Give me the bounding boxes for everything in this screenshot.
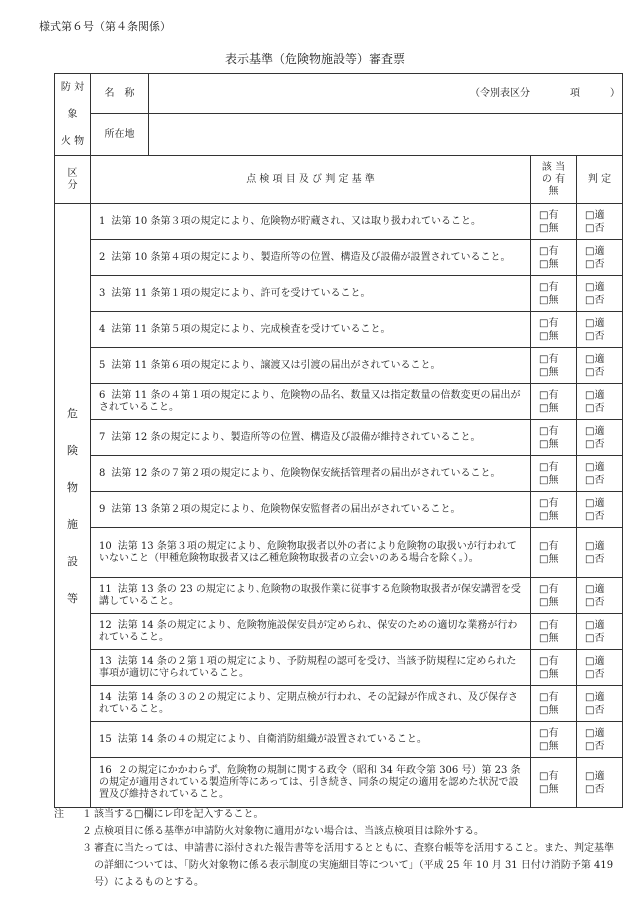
judgment-cell — [577, 204, 623, 240]
no-checkbox[interactable]: □無 — [539, 553, 559, 565]
no-checkbox[interactable]: □無 — [539, 740, 559, 752]
form-title: 表示基準（危険物施設等）審査票 — [224, 52, 405, 66]
applicable-header-line-1: 該 当 — [541, 161, 566, 173]
pass-checkbox[interactable]: □適 — [585, 317, 605, 329]
location-field[interactable] — [149, 114, 623, 156]
yes-checkbox[interactable]: □有 — [539, 583, 559, 595]
applicable-header-line-3: 無 — [548, 185, 559, 197]
name-field[interactable] — [149, 74, 623, 114]
judgment-cell — [577, 528, 623, 578]
fail-checkbox[interactable]: □否 — [585, 258, 605, 270]
fail-checkbox[interactable]: □否 — [585, 366, 605, 378]
inspection-item — [91, 456, 531, 492]
item-text: 法第 12 条の７第２項の規定により、危険物保安統括管理者の届出がされていること。 — [111, 467, 501, 479]
yes-checkbox[interactable]: □有 — [539, 691, 559, 703]
inspection-item-row — [55, 758, 623, 808]
inspection-item-row — [55, 204, 623, 240]
note-1 — [54, 806, 614, 823]
inspection-item-row — [55, 276, 623, 312]
inspection-item — [91, 348, 531, 384]
target-label-line-2: 象 — [67, 109, 78, 120]
item-number: 5 — [99, 359, 106, 371]
item-text: 法第 10 条第４項の規定により、製造所等の位置、構造及び設備が設置されていること。 — [111, 251, 511, 263]
yes-checkbox[interactable]: □有 — [539, 353, 559, 365]
item-number: 13 — [99, 655, 112, 667]
no-checkbox[interactable]: □無 — [539, 222, 559, 234]
judgment-cell — [577, 312, 623, 348]
judgment-cell — [577, 650, 623, 686]
item-text: 法第 14 条の４の規定により、自衛消防組織が設置されていること。 — [117, 733, 427, 745]
inspection-item-row — [55, 420, 623, 456]
fail-checkbox[interactable]: □否 — [585, 510, 605, 522]
applicable-cell — [531, 312, 577, 348]
fail-checkbox[interactable]: □否 — [585, 294, 605, 306]
note-3 — [54, 840, 614, 891]
applicable-cell — [531, 686, 577, 722]
inspection-item-row — [55, 686, 623, 722]
yes-checkbox[interactable]: □有 — [539, 317, 559, 329]
pass-checkbox[interactable]: □適 — [585, 619, 605, 631]
item-number: 3 — [99, 287, 106, 299]
item-text: 法第 10 条第３項の規定により、危険物が貯蔵され、又は取り扱われていること。 — [111, 215, 482, 227]
yes-checkbox[interactable]: □有 — [539, 281, 559, 293]
location-label: 所在地 — [91, 114, 149, 156]
judgment-cell — [577, 384, 623, 420]
item-text: 法第 14 条の２第１項の規定により、予防規程の認可を受け、当該予防規程に定められた事項が適切に守られていること。 — [99, 655, 517, 679]
item-text: 法第 11 条第５項の規定により、完成検査を受けていること。 — [111, 323, 391, 335]
item-text: 法第 12 条の規定により、製造所等の位置、構造及び設備が維持されていること。 — [111, 431, 481, 443]
inspection-item — [91, 276, 531, 312]
item-number: 16 — [99, 764, 112, 776]
name-label: 名 称 — [91, 74, 149, 114]
inspection-item-row — [55, 456, 623, 492]
item-number: 4 — [99, 323, 106, 335]
inspection-item — [91, 204, 531, 240]
pass-checkbox[interactable]: □適 — [585, 540, 605, 552]
item-text: 法第 11 条第６項の規定により、譲渡又は引渡の届出がされていること。 — [111, 359, 441, 371]
judgment-cell — [577, 348, 623, 384]
pass-checkbox[interactable]: □適 — [585, 655, 605, 667]
judgment-cell — [577, 276, 623, 312]
yes-checkbox[interactable]: □有 — [539, 540, 559, 552]
applicable-cell — [531, 384, 577, 420]
item-number: 2 — [99, 251, 106, 263]
no-checkbox[interactable]: □無 — [539, 474, 559, 486]
applicable-cell — [531, 614, 577, 650]
inspection-item — [91, 240, 531, 276]
item-number: 11 — [99, 583, 112, 595]
inspection-item — [91, 384, 531, 420]
inspection-item-row — [55, 578, 623, 614]
target-label — [55, 74, 91, 156]
inspection-item — [91, 686, 531, 722]
yes-checkbox[interactable]: □有 — [539, 655, 559, 667]
no-checkbox[interactable]: □無 — [539, 438, 559, 450]
category-char: 施 — [67, 517, 78, 531]
item-number: 1 — [99, 215, 106, 227]
fail-checkbox[interactable]: □否 — [585, 783, 605, 795]
judgment-cell — [577, 492, 623, 528]
fail-checkbox[interactable]: □否 — [585, 222, 605, 234]
item-text: 法第 14 条の３の２の規定により、定期点検が行われ、その記録が作成され、及び保存されていること。 — [99, 691, 519, 715]
inspection-item-row — [55, 650, 623, 686]
applicable-cell — [531, 528, 577, 578]
inspection-item-row — [55, 312, 623, 348]
judgment-cell — [577, 758, 623, 808]
inspection-item — [91, 614, 531, 650]
category-char: 設 — [67, 554, 78, 568]
inspection-item — [91, 312, 531, 348]
no-checkbox[interactable]: □無 — [539, 510, 559, 522]
applicable-cell — [531, 578, 577, 614]
pass-checkbox[interactable]: □適 — [585, 583, 605, 595]
no-checkbox[interactable]: □無 — [539, 596, 559, 608]
category-header-line-2: 分 — [67, 179, 78, 191]
item-number: 7 — [99, 431, 106, 443]
fail-checkbox[interactable]: □否 — [585, 553, 605, 565]
note-text: 点検項目に係る基準が申請防火対象物に適用がない場合は、当該点検項目は除外する。 — [94, 826, 484, 837]
item-text: 法第 11 条の４第１項の規定により、危険物の品名、数量又は指定数量の倍数変更の届出がされていること。 — [99, 389, 521, 413]
judgment-cell — [577, 578, 623, 614]
note-number: １ — [82, 809, 92, 820]
category-label — [55, 204, 91, 808]
fail-checkbox[interactable]: □否 — [585, 330, 605, 342]
judgment-cell — [577, 614, 623, 650]
yes-checkbox[interactable]: □有 — [539, 727, 559, 739]
target-label-line-3: 火 物 — [60, 136, 85, 147]
fail-checkbox[interactable]: □否 — [585, 632, 605, 644]
fail-checkbox[interactable]: □否 — [585, 474, 605, 486]
judgment-cell — [577, 686, 623, 722]
category-char: 険 — [67, 443, 78, 457]
no-checkbox[interactable]: □無 — [539, 258, 559, 270]
applicable-cell — [531, 204, 577, 240]
inspection-item — [91, 420, 531, 456]
category-header — [55, 156, 91, 204]
yes-checkbox[interactable]: □有 — [539, 461, 559, 473]
applicable-cell — [531, 456, 577, 492]
inspection-item-row — [55, 384, 623, 420]
column-header-row — [55, 156, 623, 204]
item-text: 法第 13 条第２項の規定により、危険物保安監督者の届出がされていること。 — [111, 503, 461, 515]
category-char: 危 — [67, 406, 78, 420]
pass-checkbox[interactable]: □適 — [585, 691, 605, 703]
pass-checkbox[interactable]: □適 — [585, 727, 605, 739]
yes-checkbox[interactable]: □有 — [539, 245, 559, 257]
item-number: 8 — [99, 467, 106, 479]
applicable-header — [531, 156, 577, 204]
target-location-row — [55, 114, 623, 156]
inspection-item — [91, 578, 531, 614]
applicable-cell — [531, 758, 577, 808]
pass-checkbox[interactable]: □適 — [585, 281, 605, 293]
category-header-line-1: 区 — [67, 167, 78, 179]
judgment-cell — [577, 456, 623, 492]
item-number: 6 — [99, 389, 106, 401]
yes-checkbox[interactable]: □有 — [539, 619, 559, 631]
judgment-cell — [577, 420, 623, 456]
pass-checkbox[interactable]: □適 — [585, 245, 605, 257]
note-2 — [54, 823, 614, 840]
inspection-item — [91, 722, 531, 758]
applicable-cell — [531, 348, 577, 384]
pass-checkbox[interactable]: □適 — [585, 209, 605, 221]
fail-checkbox[interactable]: □否 — [585, 704, 605, 716]
item-text: 法第 13 条第３項の規定により、危険物取扱者以外の者により危険物の取扱いが行われていないこと（甲種危険物取扱者又は乙種危険物取扱者の立会いのある場合を除く。）。 — [99, 540, 517, 564]
category-char: 等 — [67, 591, 78, 605]
yes-checkbox[interactable]: □有 — [539, 425, 559, 437]
item-number: 12 — [99, 619, 112, 631]
item-number: 10 — [99, 540, 112, 552]
inspection-table — [54, 73, 623, 808]
fail-checkbox[interactable]: □否 — [585, 668, 605, 680]
yes-checkbox[interactable]: □有 — [539, 770, 559, 782]
applicable-cell — [531, 650, 577, 686]
classification-text: （令別表区分 項 ） — [470, 87, 620, 99]
no-checkbox[interactable]: □無 — [539, 783, 559, 795]
form-number: 様式第６号（第４条関係） — [39, 20, 171, 33]
item-number: 9 — [99, 503, 106, 515]
inspection-item — [91, 650, 531, 686]
yes-checkbox[interactable]: □有 — [539, 497, 559, 509]
category-char: 物 — [67, 480, 78, 494]
applicable-cell — [531, 492, 577, 528]
item-text: 法第 14 条の規定により、危険物施設保安員が定められ、保安のための適切な業務が行われていること。 — [99, 619, 518, 643]
item-text: 法第 13 条の 23 の規定により､危険物の取扱作業に従事する危険物取扱者が保安講習を受講していること。 — [99, 583, 521, 607]
item-number: 14 — [99, 691, 112, 703]
applicable-cell — [531, 240, 577, 276]
target-name-row — [55, 74, 623, 114]
target-label-line-1: 防 対 — [60, 82, 85, 93]
applicable-cell — [531, 276, 577, 312]
inspection-item-row — [55, 348, 623, 384]
note-lead: 注 — [54, 809, 64, 820]
note-text: 審査に当たっては、申請書に添付された報告書等を活用するとともに、査察台帳等を活用すること。また、判定基準の詳細については、「防火対象物に係る表示制度の実施細目等について」（平成 25 年 10 月 31 日付け消防予第 419 号）によるものとする。 — [94, 843, 614, 888]
fail-checkbox[interactable]: □否 — [585, 596, 605, 608]
no-checkbox[interactable]: □無 — [539, 402, 559, 414]
fail-checkbox[interactable]: □否 — [585, 402, 605, 414]
applicable-cell — [531, 420, 577, 456]
pass-checkbox[interactable]: □適 — [585, 770, 605, 782]
items-header: 点 検 項 目 及 び 判 定 基 準 — [91, 156, 531, 204]
judgment-header: 判 定 — [577, 156, 623, 204]
item-text: ２の規定にかかわらず、危険物の規制に関する政令（昭和 34 年政令第 306 号）第 23 条の規定が適用されている製造所等にあっては、引き続き、同条の規定の適用を認めた状況で設置及び維持されていること。 — [99, 764, 521, 800]
inspection-item — [91, 758, 531, 808]
pass-checkbox[interactable]: □適 — [585, 389, 605, 401]
pass-checkbox[interactable]: □適 — [585, 353, 605, 365]
notes — [54, 806, 614, 891]
no-checkbox[interactable]: □無 — [539, 668, 559, 680]
note-text: 該当する□欄にレ印を記入すること。 — [94, 809, 264, 820]
inspection-item-row — [55, 492, 623, 528]
yes-checkbox[interactable]: □有 — [539, 389, 559, 401]
yes-checkbox[interactable]: □有 — [539, 209, 559, 221]
applicable-cell — [531, 722, 577, 758]
inspection-item-row — [55, 614, 623, 650]
fail-checkbox[interactable]: □否 — [585, 438, 605, 450]
pass-checkbox[interactable]: □適 — [585, 461, 605, 473]
no-checkbox[interactable]: □無 — [539, 366, 559, 378]
applicable-header-line-2: の 有 — [541, 173, 566, 185]
note-number: ２ — [82, 826, 92, 837]
item-text: 法第 11 条第１項の規定により、許可を受けていること。 — [111, 287, 371, 299]
inspection-item — [91, 492, 531, 528]
note-number: ３ — [82, 843, 92, 854]
no-checkbox[interactable]: □無 — [539, 632, 559, 644]
no-checkbox[interactable]: □無 — [539, 330, 559, 342]
inspection-item-row — [55, 722, 623, 758]
item-number: 15 — [99, 733, 112, 745]
pass-checkbox[interactable]: □適 — [585, 497, 605, 509]
inspection-item — [91, 528, 531, 578]
inspection-item-row — [55, 240, 623, 276]
pass-checkbox[interactable]: □適 — [585, 425, 605, 437]
fail-checkbox[interactable]: □否 — [585, 740, 605, 752]
judgment-cell — [577, 240, 623, 276]
judgment-cell — [577, 722, 623, 758]
no-checkbox[interactable]: □無 — [539, 704, 559, 716]
no-checkbox[interactable]: □無 — [539, 294, 559, 306]
inspection-item-row — [55, 528, 623, 578]
